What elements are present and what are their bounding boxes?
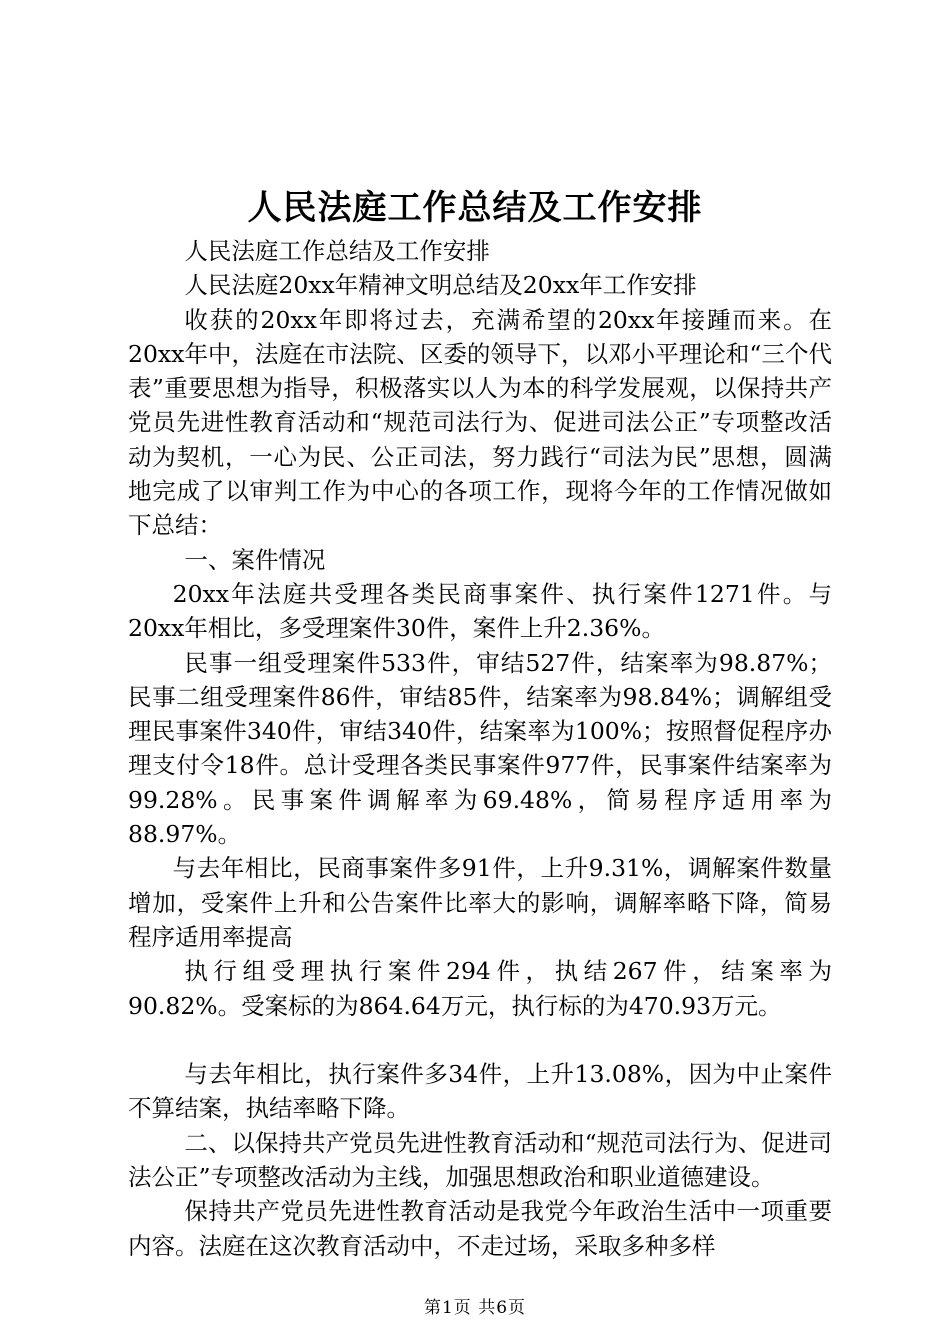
document-title: 人民法庭工作总结及工作安排 <box>247 188 703 228</box>
paragraph-heading: 人民法庭20xx年精神文明总结及20xx年工作安排 <box>184 271 697 300</box>
paragraph-party-education: 保持共产党员先进性教育活动是我党今年政治生活中一项重要内容。法庭在这次教育活动中，不走过场，采取多种多样 <box>128 1197 832 1260</box>
paragraph-subtitle: 人民法庭工作总结及工作安排 <box>184 237 490 265</box>
document-body <box>128 234 832 1263</box>
page-number-footer: 第1页 共6页 <box>423 1298 527 1318</box>
blank-line <box>128 1023 832 1057</box>
paragraph-civil-comparison: 与去年相比，民商事案件多91件，上升9.31%，调解案件数量增加，受案件上升和公告案件比率大的影响，调解率略下降，简易程序适用率提高 <box>128 854 832 951</box>
paragraph-civil-cases: 民事一组受理案件533件，审结527件，结案率为98.87%；民事二组受理案件86件，审结85件，结案率为98.84%；调解组受理民事案件340件，审结340件，结案率为100%；按照督促程序办理支付令18件。总计受理各类民事案件977件，民事案件结案率为99.28%。民事案件调解率为69.48%，简易程序适用率为88.97%。 <box>128 648 832 849</box>
paragraph-case-total: 20xx年法庭共受理各类民商事案件、执行案件1271件。与20xx年相比，多受理案件30件，案件上升2.36%。 <box>128 579 832 643</box>
paragraph-enforcement-comparison: 与去年相比，执行案件多34件，上升13.08%，因为中止案件不算结案，执结率略下降。 <box>128 1060 832 1123</box>
paragraph-intro: 收获的20xx年即将过去，充满希望的20xx年接踵而来。在20xx年中，法庭在市法院、区委的领导下，以邓小平理论和“三个代表”重要思想为指导，积极落实以人为本的科学发展观，以保持共产党员先进性教育活动和“规范司法行为、促进司法公正”专项整改活动为契机，一心为民、公正司法，努力践行“司法为民”思想，圆满地完成了以审判工作为中心的各项工作，现将今年的工作情况做如下总结： <box>128 305 832 540</box>
paragraph-enforcement: 执行组受理执行案件294件，执结267件，结案率为90.82%。受案标的为864.64万元，执行标的为470.93万元。 <box>128 957 832 1020</box>
section-heading-party-education: 二、以保持共产党员先进性教育活动和“规范司法行为、促进司法公正”专项整改活动为主线，加强思想政治和职业道德建设。 <box>128 1128 832 1192</box>
section-heading-case-status: 一、案件情况 <box>184 545 326 574</box>
